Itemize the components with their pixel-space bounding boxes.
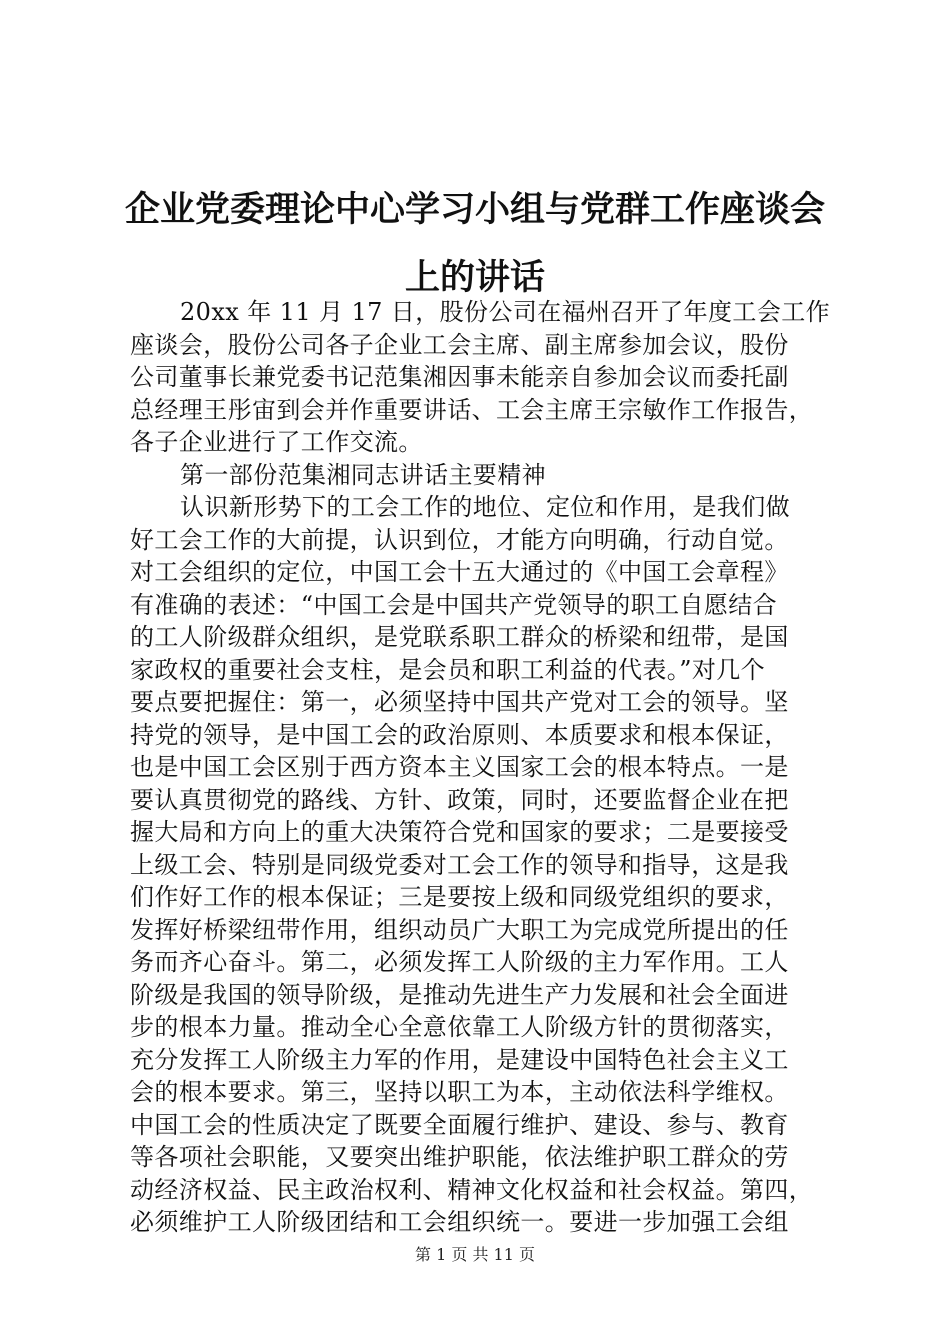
text-line: 持党的领导，是中国工会的政治原则、本质要求和根本保证， [130,720,789,749]
text-line: 总经理王彤宙到会并作重要讲话、工会主席王宗敏作工作报告， [130,395,814,424]
text-line: 认识新形势下的工会工作的地位、定位和作用，是我们做 [180,493,790,521]
text-line: 会的根本要求。第三，坚持以职工为本，主动依法科学维权。 [130,1078,789,1106]
text-line: 有准确的表述：“中国工会是中国共产党领导的职工自愿结合 [130,590,778,619]
text-line: 中国工会的性质决定了既要全面履行维护、建设、参与、教育 [130,1110,789,1139]
text-line: 好工会工作的大前提，认识到位，才能方向明确，行动自觉。 [130,525,789,554]
text-line: 们作好工作的根本保证；三是要按上级和同级党组织的要求， [130,883,789,911]
text-line: 务而齐心奋斗。第二，必须发挥工人阶级的主力军作用。工人 [130,948,789,976]
text-line: 座谈会，股份公司各子企业工会主席、副主席参加会议，股份 [130,330,789,359]
title-line-1: 企业党委理论中心学习小组与党群工作座谈会 [124,190,825,230]
text-line: 步的根本力量。推动全心全意依靠工人阶级方针的贯彻落实， [130,1013,789,1041]
text-line: 公司董事长兼党委书记范集湘因事未能亲自参加会议而委托副 [130,363,789,391]
text-line: 必须维护工人阶级团结和工会组织统一。要进一步加强工会组 [130,1208,789,1236]
section-heading: 第一部份范集湘同志讲话主要精神 [180,460,546,489]
text-line: 也是中国工会区别于西方资本主义国家工会的根本特点。一是 [130,753,789,781]
page-footer: 第 1 页 共 11 页 [415,1245,535,1264]
text-line: 动经济权益、民主政治权利、精神文化权益和社会权益。第四， [130,1175,814,1204]
title-line-2: 上的讲话 [404,258,545,298]
text-line: 阶级是我国的领导阶级，是推动先进生产力发展和社会全面进 [130,980,789,1009]
text-line: 等各项社会职能，又要突出维护职能，依法维护职工群众的劳 [130,1143,789,1171]
body-text [130,296,842,1239]
text-line: 的工人阶级群众组织，是党联系职工群众的桥梁和纽带，是国 [130,623,789,651]
text-line: 发挥好桥梁纽带作用，组织动员广大职工为完成党所提出的任 [130,915,789,944]
text-line: 上级工会、特别是同级党委对工会工作的领导和指导，这是我 [130,850,789,879]
document-title [100,176,850,312]
text-line: 各子企业进行了工作交流。 [130,428,423,456]
text-line: 家政权的重要社会支柱，是会员和职工利益的代表。”对几个 [130,655,766,684]
text-line: 握大局和方向上的重大决策符合党和国家的要求；二是要接受 [130,818,789,846]
text-line: 要点要把握住：第一，必须坚持中国共产党对工会的领导。坚 [130,688,789,716]
text-line: 20xx 年 11 月 17 日，股份公司在福州召开了年度工会工作 [180,298,831,326]
text-line: 对工会组织的定位，中国工会十五大通过的《中国工会章程》 [130,558,789,586]
text-line: 充分发挥工人阶级主力军的作用，是建设中国特色社会主义工 [130,1045,789,1074]
text-line: 要认真贯彻党的路线、方针、政策，同时，还要监督企业在把 [130,785,789,814]
